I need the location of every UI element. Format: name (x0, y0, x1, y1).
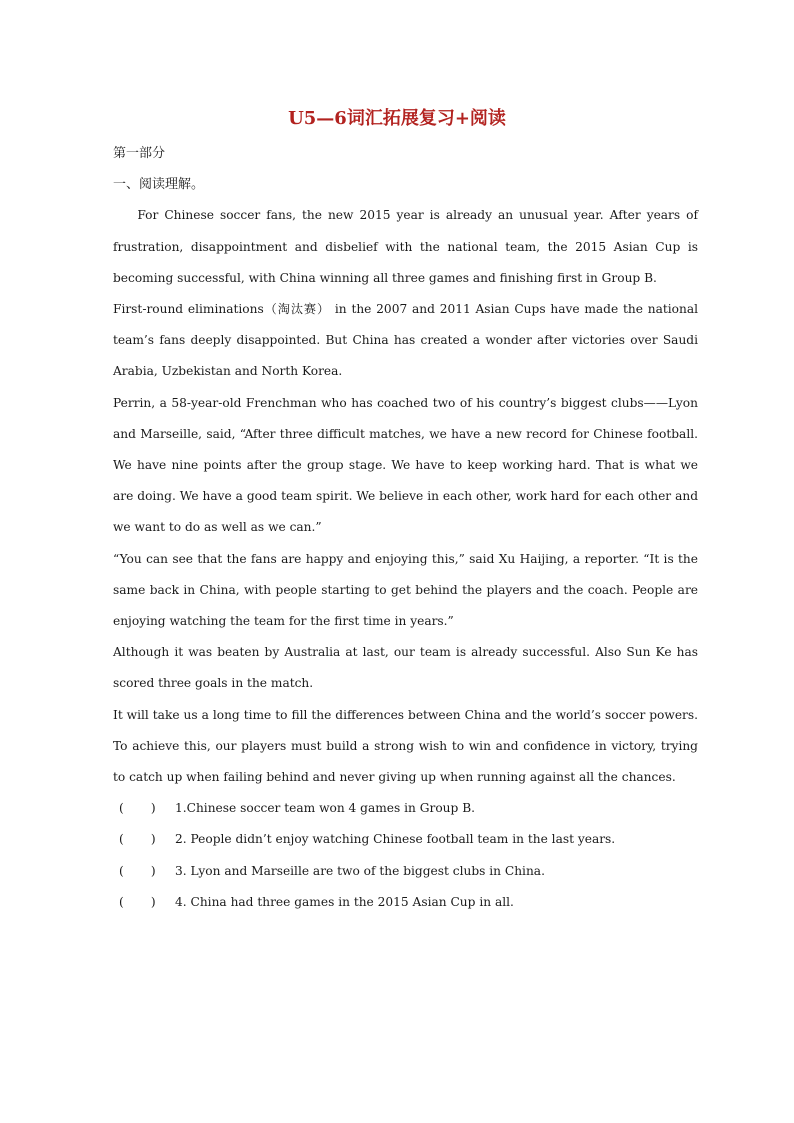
answer-blank-3[interactable]: ( ) (119, 863, 156, 878)
answer-blank-2[interactable]: ( ) (119, 832, 156, 847)
passage-paragraph-1: For Chinese soccer fans, the new 2015 year is already an unusual year. After years of frustration, disappointment and disbelief with the national team, the 2015 Asian Cup is becoming successful, with China winning all three games and finishing first in Group B. (113, 208, 698, 285)
answer-blank-1[interactable]: ( ) (119, 801, 156, 816)
part-label: 第一部分 (113, 146, 166, 161)
passage-paragraph-4: “You can see that the fans are happy and enjoying this,” said Xu Haijing, a reporter. “It is the same back in China, with people starting to get behind the players and the coach. People are enjoying watching the team for the first time in years.” (113, 551, 698, 629)
question-text-3: 3. Lyon and Marseille are two of the biggest clubs in China. (175, 863, 545, 878)
passage-paragraph-6: It will take us a long time to fill the differences between China and the world’s soccer powers. To achieve this, our players must build a strong wish to win and confidence in victory, trying to catch up when failing behind and never giving up when running against all the chances. (113, 707, 698, 785)
document-title: U5—6词汇拓展复习+阅读 (288, 108, 506, 129)
question-1 (113, 793, 698, 824)
question-3 (113, 856, 698, 887)
answer-blank-4[interactable]: ( ) (119, 894, 156, 909)
question-2 (113, 824, 698, 855)
document-body (113, 138, 698, 918)
question-text-1: 1.Chinese soccer team won 4 games in Group B. (175, 801, 476, 816)
passage-paragraph-2: First-round eliminations（淘汰赛） in the 2007 and 2011 Asian Cups have made the national team’s fans deeply disappointed. But China has created a wonder after victories over Saudi Arabia, Uzbekistan and North Korea. (113, 302, 698, 379)
question-4 (113, 887, 698, 918)
passage-paragraph-5: Although it was beaten by Australia at last, our team is already successful. Also Sun Ke has scored three goals in the match. (113, 645, 698, 691)
question-text-4: 4. China had three games in the 2015 Asian Cup in all. (175, 894, 514, 909)
passage-paragraph-3: Perrin, a 58-year-old Frenchman who has coached two of his country’s biggest clubs——Lyon and Marseille, said, “After three difficult matches, we have a new record for Chinese football. We have nine points after the group stage. We have to keep working hard. That is what we are doing. We have a good team spirit. We believe in each other, work hard for each other and we want to do as well as we can.” (113, 395, 698, 535)
question-text-2: 2. People didn’t enjoy watching Chinese football team in the last years. (175, 832, 616, 847)
section-label: 一、阅读理解。 (113, 177, 205, 193)
